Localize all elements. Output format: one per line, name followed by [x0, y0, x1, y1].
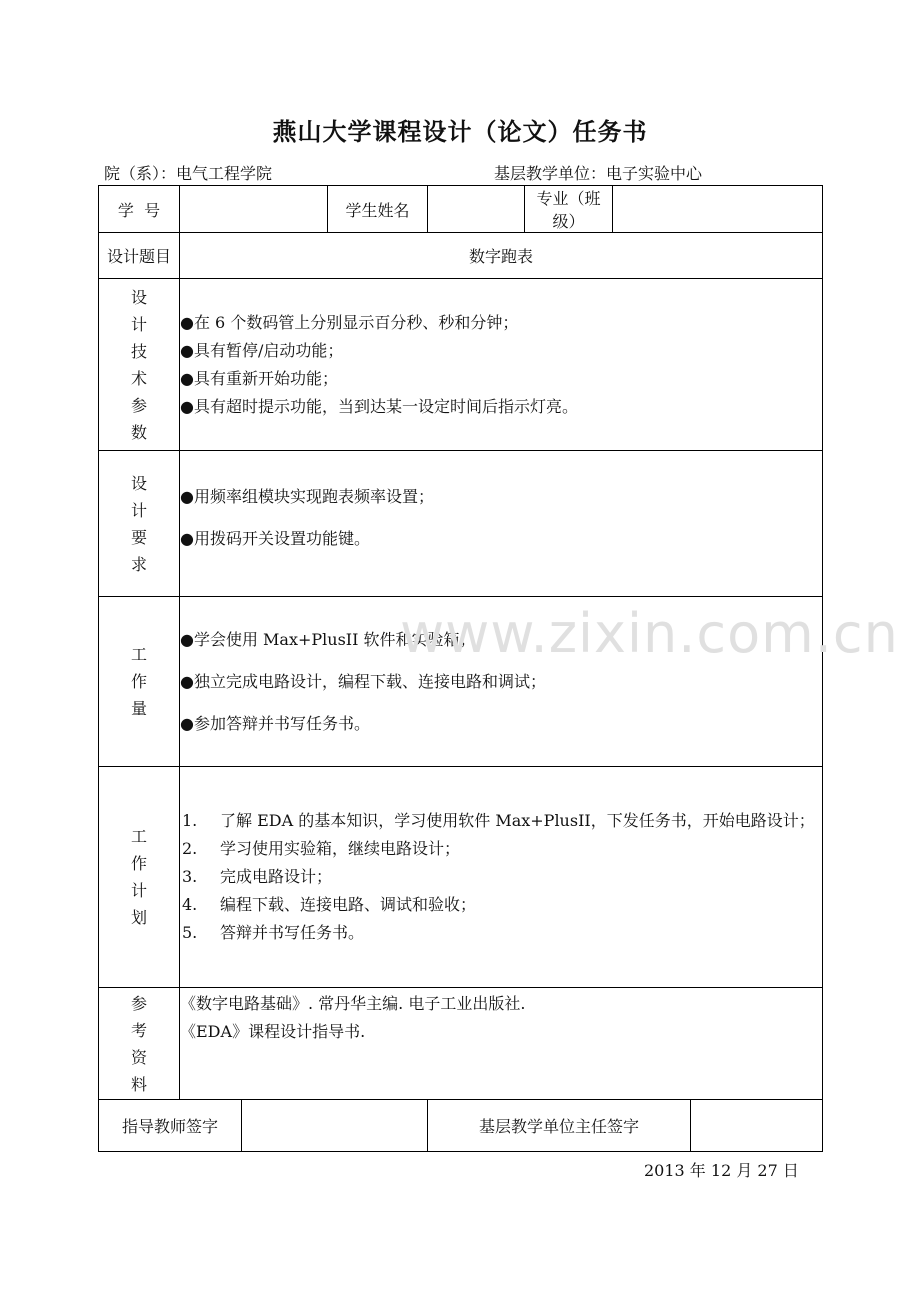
advisor-signature-field[interactable]: [242, 1100, 428, 1152]
watermark: www.zixin.com.cn: [400, 602, 899, 665]
list-item: 《EDA》课程设计指导书.: [180, 1022, 366, 1041]
requirements-label: 设 计 要 求: [99, 451, 180, 597]
workload-row: [99, 597, 823, 767]
list-item: 3. 完成电路设计；: [182, 867, 333, 886]
student-info-row: [99, 186, 823, 233]
references-label: 参 考 资 料: [99, 988, 180, 1100]
student-name-field[interactable]: [428, 186, 525, 233]
issue-date: 2013 年 12 月 27 日: [644, 1161, 799, 1180]
requirements-content: [180, 451, 823, 597]
tech-params-content: [180, 279, 823, 451]
document-title: 燕山大学课程设计（论文）任务书: [272, 117, 648, 146]
teaching-unit-label: 基层教学单位：电子实验中心: [494, 164, 703, 183]
tech-params-label: 设 计 技 术 参 数: [99, 279, 180, 451]
major-class-label: 专业（班级）: [525, 186, 613, 233]
task-table: [98, 185, 823, 1152]
unit-head-signature-field[interactable]: [691, 1100, 823, 1152]
workload-label: 工 作 量: [99, 597, 180, 767]
list-item: 《数字电路基础》. 常丹华主编. 电子工业出版社.: [180, 994, 526, 1013]
list-item: ●具有超时提示功能，当到达某一设定时间后指示灯亮。: [180, 396, 578, 416]
student-name-label: 学生姓名: [328, 186, 428, 233]
list-item: 5. 答辩并书写任务书。: [182, 923, 365, 942]
advisor-signature-label: 指导教师签字: [99, 1100, 242, 1152]
plan-row: [99, 767, 823, 988]
plan-label: 工 作 计 划: [99, 767, 180, 988]
list-item: ●学会使用 Max+PlusII 软件和实验箱；: [180, 629, 476, 649]
list-item: ●用频率组模块实现跑表频率设置；: [180, 487, 434, 506]
list-item: ●用拨码开关设置功能键。: [180, 529, 370, 548]
plan-content: [180, 767, 823, 988]
topic-value: 数字跑表: [180, 233, 823, 279]
workload-content: [180, 597, 823, 767]
department-label: 院（系）：电气工程学院: [104, 164, 273, 183]
list-item: 4. 编程下载、连接电路、调试和验收；: [182, 895, 477, 914]
requirements-row: [99, 451, 823, 597]
major-class-field[interactable]: [613, 186, 823, 233]
list-item: ●具有重新开始功能；: [180, 368, 338, 388]
list-item: ●具有暂停/启动功能；: [180, 340, 344, 360]
list-item: ●参加答辩并书写任务书。: [180, 713, 370, 733]
topic-label: 设计题目: [99, 233, 180, 279]
list-item: 1. 了解 EDA 的基本知识，学习使用软件 Max+PlusII，下发任务书，开始电路设计；: [182, 811, 815, 830]
signature-row: [99, 1100, 823, 1152]
references-row: [99, 988, 823, 1100]
list-item: 2. 学习使用实验箱，继续电路设计；: [182, 839, 461, 858]
list-item: ●在 6 个数码管上分别显示百分秒、秒和分钟；: [180, 312, 519, 332]
unit-head-signature-label: 基层教学单位主任签字: [428, 1100, 691, 1152]
student-id-label: 学 号: [99, 186, 180, 233]
student-id-field[interactable]: [180, 186, 328, 233]
topic-row: [99, 233, 823, 279]
references-content: [180, 988, 823, 1100]
tech-params-row: [99, 279, 823, 451]
list-item: ●独立完成电路设计，编程下载、连接电路和调试；: [180, 671, 546, 691]
